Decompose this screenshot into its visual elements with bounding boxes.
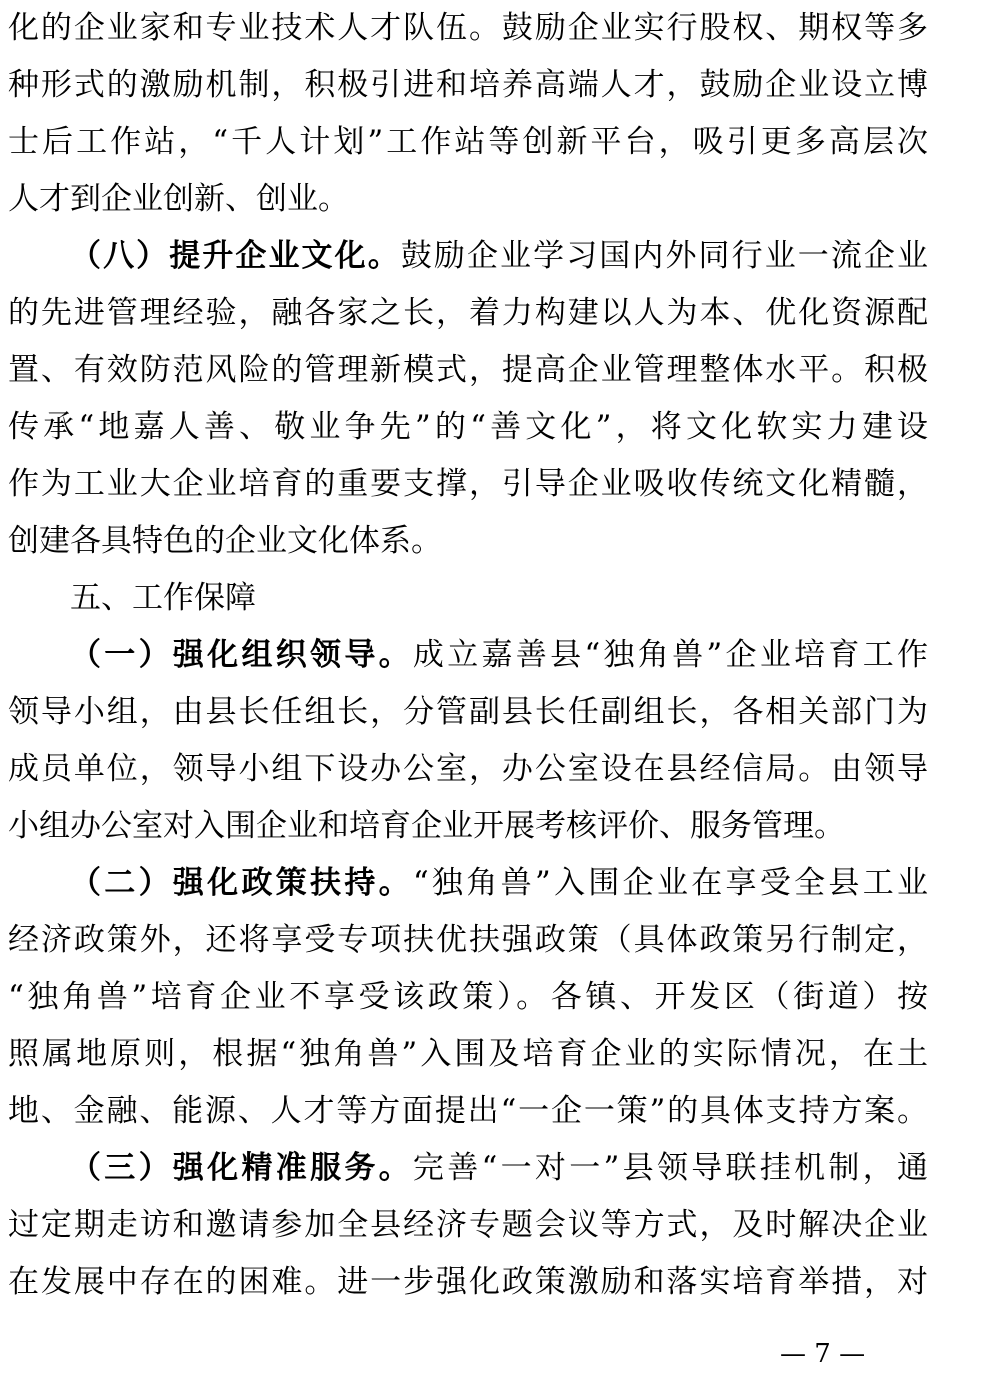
- paragraph-first-line: [8, 627, 928, 684]
- paragraph-line: 小组办公室对入围企业和培育企业开展考核评价、服务管理。: [8, 808, 845, 844]
- paragraph-line: 地、金融、能源、人才等方面提出“一企一策”的具体支持方案。: [8, 1093, 928, 1129]
- paragraph-title: （一）强化组织领导。: [70, 637, 413, 673]
- paragraph-line: 人才到企业创新、创业。: [8, 181, 349, 217]
- paragraph-line: 经济政策外，还将享受专项扶优扶强政策（具体政策另行制定，: [8, 922, 928, 958]
- paragraph-first-line: [8, 855, 928, 912]
- paragraph-line: 作为工业大企业培育的重要支撑，引导企业吸收传统文化精髓，: [8, 466, 928, 502]
- paragraph-text: 成立嘉善县“独角兽”企业培育工作: [412, 637, 928, 673]
- paragraph-first-line: [8, 228, 928, 285]
- paragraph-line: 创建各具特色的企业文化体系。: [8, 523, 442, 559]
- paragraph-line: 化的企业家和专业技术人才队伍。鼓励企业实行股权、期权等多: [8, 10, 928, 46]
- paragraph-line: 领导小组，由县长任组长，分管副县长任副组长，各相关部门为: [8, 694, 928, 730]
- paragraph-line: 置、有效防范风险的管理新模式，提高企业管理整体水平。积极: [8, 352, 928, 388]
- paragraph-text: 完善“一对一”县领导联挂机制，通: [412, 1150, 928, 1186]
- paragraph-line: 照属地原则，根据“独角兽”入围及培育企业的实际情况，在土: [8, 1036, 928, 1072]
- section-heading: 五、工作保障: [70, 580, 256, 616]
- paragraph-line: 传承“地嘉人善、敬业争先”的“善文化”，将文化软实力建设: [8, 409, 928, 445]
- paragraph-line: 士后工作站，“千人计划”工作站等创新平台，吸引更多高层次: [8, 124, 928, 160]
- paragraph-text: 鼓励企业学习国内外同行业一流企业: [400, 238, 929, 274]
- paragraph-line: 在发展中存在的困难。进一步强化政策激励和落实培育举措，对: [8, 1264, 928, 1300]
- paragraph-line: 种形式的激励机制，积极引进和培养高端人才，鼓励企业设立博: [8, 67, 928, 103]
- paragraph-first-line: [8, 1140, 928, 1197]
- paragraph-line: 成员单位，领导小组下设办公室，办公室设在县经信局。由领导: [8, 751, 928, 787]
- paragraph-line: 的先进管理经验，融各家之长，着力构建以人为本、优化资源配: [8, 295, 928, 331]
- paragraph-title: （二）强化政策扶持。: [70, 865, 413, 901]
- page-number: — 7 —: [780, 1339, 866, 1369]
- paragraph-line: 过定期走访和邀请参加全县经济专题会议等方式，及时解决企业: [8, 1207, 928, 1243]
- paragraph-text: “独角兽”入围企业在享受全县工业: [412, 865, 928, 901]
- paragraph-line: “独角兽”培育企业不享受该政策）。各镇、开发区（街道）按: [8, 979, 928, 1015]
- paragraph-title: （八）提升企业文化。: [70, 238, 401, 274]
- paragraph-title: （三）强化精准服务。: [70, 1150, 413, 1186]
